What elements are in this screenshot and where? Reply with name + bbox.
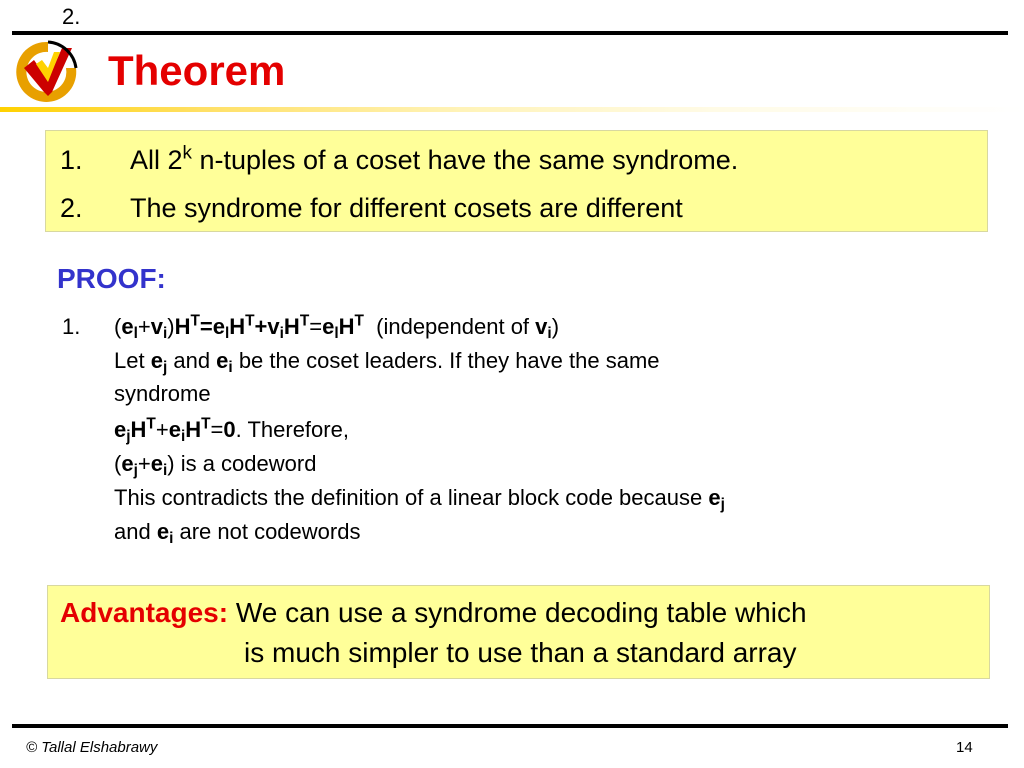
- advantages-box: [47, 585, 990, 679]
- slide-title: Theorem: [108, 47, 286, 94]
- proof-heading: PROOF:: [57, 263, 166, 294]
- theorem-item-text: All 2$^k$ n-tuples of a coset have the same syndrome.: [130, 142, 739, 175]
- proof-item-2-line: $e_jH^T+e_iH^T=0$. Therefore,: [114, 415, 349, 445]
- theorem-item-text: The syndrome for different cosets are different: [130, 193, 683, 223]
- theorem-box: [45, 130, 988, 232]
- advantages-line-1: Advantages: We can use a syndrome decoding table which: [60, 597, 807, 628]
- footer-copyright: © Tallal Elshabrawy: [26, 739, 158, 756]
- title-underline: [0, 107, 1024, 112]
- proof-item-2-line: Let $e_j$ and $e_i$ be the coset leaders. If they have the same: [114, 348, 660, 376]
- advantages-label: Advantages:: [60, 597, 229, 628]
- page-number: 14: [956, 739, 973, 756]
- advantages-line-2: is much simpler to use than a standard array: [244, 637, 797, 668]
- theorem-item-number: 1.: [60, 145, 83, 175]
- university-logo-icon: [14, 38, 82, 106]
- proof-item-2-number: 2.: [62, 4, 81, 29]
- bottom-rule: [12, 724, 1008, 728]
- proof-item-2-line: This contradicts the definition of a linear block code because $e_j$: [114, 485, 725, 513]
- top-rule: [12, 31, 1008, 35]
- proof-item-2-line: $(e_j+e_i)$ is a codeword: [114, 451, 317, 479]
- theorem-item-number: 2.: [60, 193, 83, 223]
- proof-item-2-line: syndrome: [114, 381, 211, 406]
- proof-item-2-line: and $e_i$ are not codewords: [114, 519, 361, 547]
